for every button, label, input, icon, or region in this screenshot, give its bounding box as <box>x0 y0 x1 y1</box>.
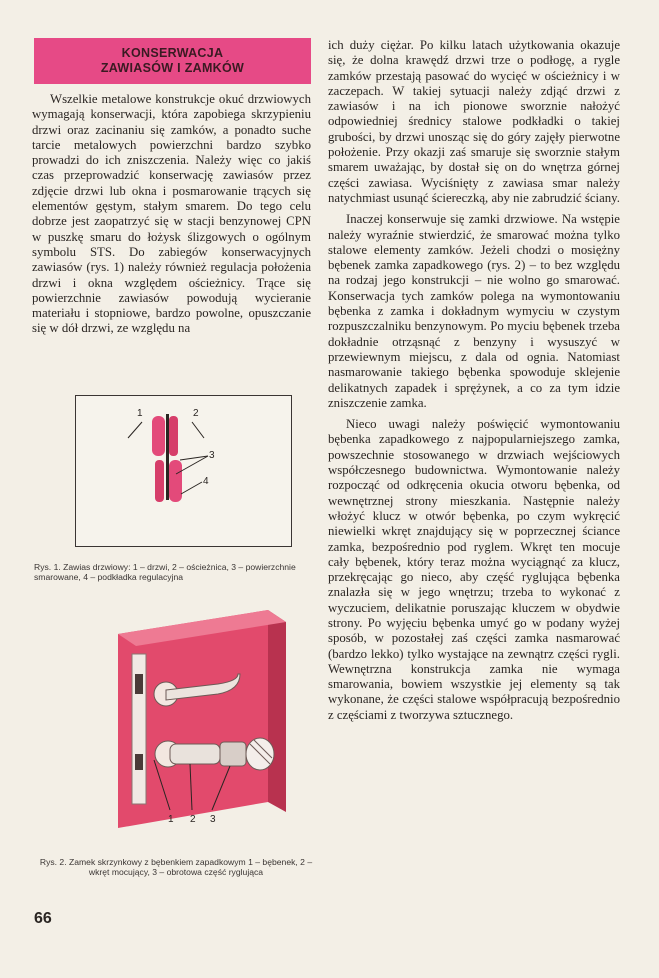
figure-1-label-1: 1 <box>137 408 143 419</box>
right-column <box>328 38 620 723</box>
cylinder-cam <box>220 742 246 766</box>
right-paragraph: Inaczej konserwuje się zamki drzwiowe. Na wstępie należy wyraźnie stwierdzić, że smarować można tylko stalowe elementy zamków. Jeżeli chodzi o mosiężny bębenek zamka zapadkowego (rys. 2) – to bez względu na rodzaj jego konstrukcji – nie wolno go smarować. Konserwacja tych zamków polega na wymontowaniu bębenka z zamka i dokładnym wymyciu w czystym rozpuszczalniku benzynowym. Po myciu bębenek trzeba dokładnie otrząsnąć z benzyny i wysuszyć w przewiewnym miejscu, z dala od ognia. Natomiast nasmarowanie takiego bębenka spowoduje sklejenie delikatnych zapadek i sprężynek, a co za tym idzie zniszczenie zamka. <box>328 212 620 410</box>
figure-1-label-4: 4 <box>203 476 209 487</box>
hinge-pin <box>166 414 169 500</box>
page-number: 66 <box>34 910 52 927</box>
hinge-upper-knuckle <box>152 416 165 456</box>
figure-1-caption: Rys. 1. Zawias drzwiowy: 1 – drzwi, 2 – ościeżnica, 3 – powierzchnie smarowane, 4 – podkładka regulacyjna <box>34 562 296 582</box>
figure-2-label-3: 3 <box>210 814 216 825</box>
lock-cylinder <box>170 744 220 764</box>
figure-2-label-2: 2 <box>190 814 196 825</box>
article-title <box>34 38 311 84</box>
figure-1-label-2: 2 <box>193 408 199 419</box>
lock-illustration <box>100 604 308 834</box>
figure-2-label-1: 1 <box>168 814 174 825</box>
figure-2-caption: Rys. 2. Zamek skrzynkowy z bębenkiem zapadkowym 1 – bębenek, 2 – wkręt mocujący, 3 – obrotowa część ryglująca <box>39 857 313 877</box>
figure-1-hinge <box>75 395 292 547</box>
right-paragraph: ich duży ciężar. Po kilku latach użytkowania okazuje się, że dolna krawędź drzwi trze o podłogę, a rygle zamków przestają pasować do wycięć w ościeżnicy i w zaczepach. W takiej sytuacji należy zdjąć drzwi z zawiasów i na ich pionowe sworznie nałożyć odpowiedniej średnicy stalowe podkładki o takiej grubości, by drzwi unosząc się do góry zajęły pierwotne położenie. Przy okazji zaś smaruje się sworznie stałym smarem uważając, by dostał się on do wnętrza górnej części zawiasa. Wyciśnięty z zawiasa smar należy natychmiast usunąć ściereczką, aby nie zabrudzić ściany. <box>328 38 620 205</box>
leader-line-4 <box>181 482 202 494</box>
title-line-2: ZAWIASÓW I ZAMKÓW <box>100 61 245 75</box>
lock-body-side <box>268 610 286 812</box>
hinge-lower-knuckle <box>169 460 182 502</box>
leader-line-1 <box>128 422 142 438</box>
title-line-1: KONSERWACJA <box>121 46 224 60</box>
latch-slot <box>135 674 143 694</box>
hinge-illustration <box>76 396 291 546</box>
leader-line-2 <box>192 422 204 438</box>
figure-1-label-3: 3 <box>209 450 215 461</box>
right-paragraph: Nieco uwagi należy poświęcić wymontowaniu bębenka zapadkowego z najpopularniejszego zamka, powszechnie stosowanego w drzwiach wejściowych współczesnego budownictwa. Wymontowanie należy rozpocząć od odkręcenia okucia otworu bębenka, od wewnętrznej strony mieszkania. Następnie należy włożyć klucz w otwór bębenka, po czym wykręcić niewielki wkręt znajdujący się w poprzecznej ściance zamka, bezpośrednio pod ryglem. Wkręt ten mocuje cały bębenek, który teraz można wyciągnąć za klucz, przekręcając go nieco, aby część ryglująca bębenka znalazła się w jego wnętrzu; trzeba to wykonać z wyczuciem, delikatnie poruszając kluczem w obydwie strony. Po wyjęciu bębenka umyć go w podany wyżej sposób, w pozostałej zaś części zamka nasmarować (bardzo lekko) tylko wystające na zewnątrz części rygli. Wewnętrzna konstrukcja zamka nie wymaga smarowania, bowiem wszystkie jej elementy są tak wykonane, że części stalowe współpracują bezpośrednio z częściami z tworzywa sztucznego. <box>328 417 620 722</box>
left-paragraph: Wszelkie metalowe konstrukcje okuć drzwiowych wymagają konserwacji, która zapobiega skrzypieniu drzwi oraz zacinaniu się zamków, a ponadto suche tarcie metalowych powierzchni bardzo szybko prowadzi do ich zniszczenia. Należy więc co jakiś czas przeprowadzić konserwację zawiasów przez zdjęcie drzwi lub okna i posmarowanie trących się elementów gęstym, stałym smarem. Do tego celu dobrze jest zaopatrzyć się w stacji benzynowej CPN w puszkę smaru do łożysk ślizgowych o ogólnym symbolu STS. Do zabiegów konserwacyjnych zawiasów (rys. 1) należy również regulacja położenia drzwi i okna względem ościeżnicy. Trące się powierzchnie zawiasów powodują wycieranie materiału i stopniowe, bardzo powolne, opuszczanie się w dół drzwi, ze względu na <box>32 92 311 336</box>
hinge-upper-right <box>169 416 178 456</box>
left-column <box>32 92 311 337</box>
figure-2-lock <box>100 604 308 834</box>
hinge-lower-left <box>155 460 164 502</box>
bolt-slot <box>135 754 143 770</box>
